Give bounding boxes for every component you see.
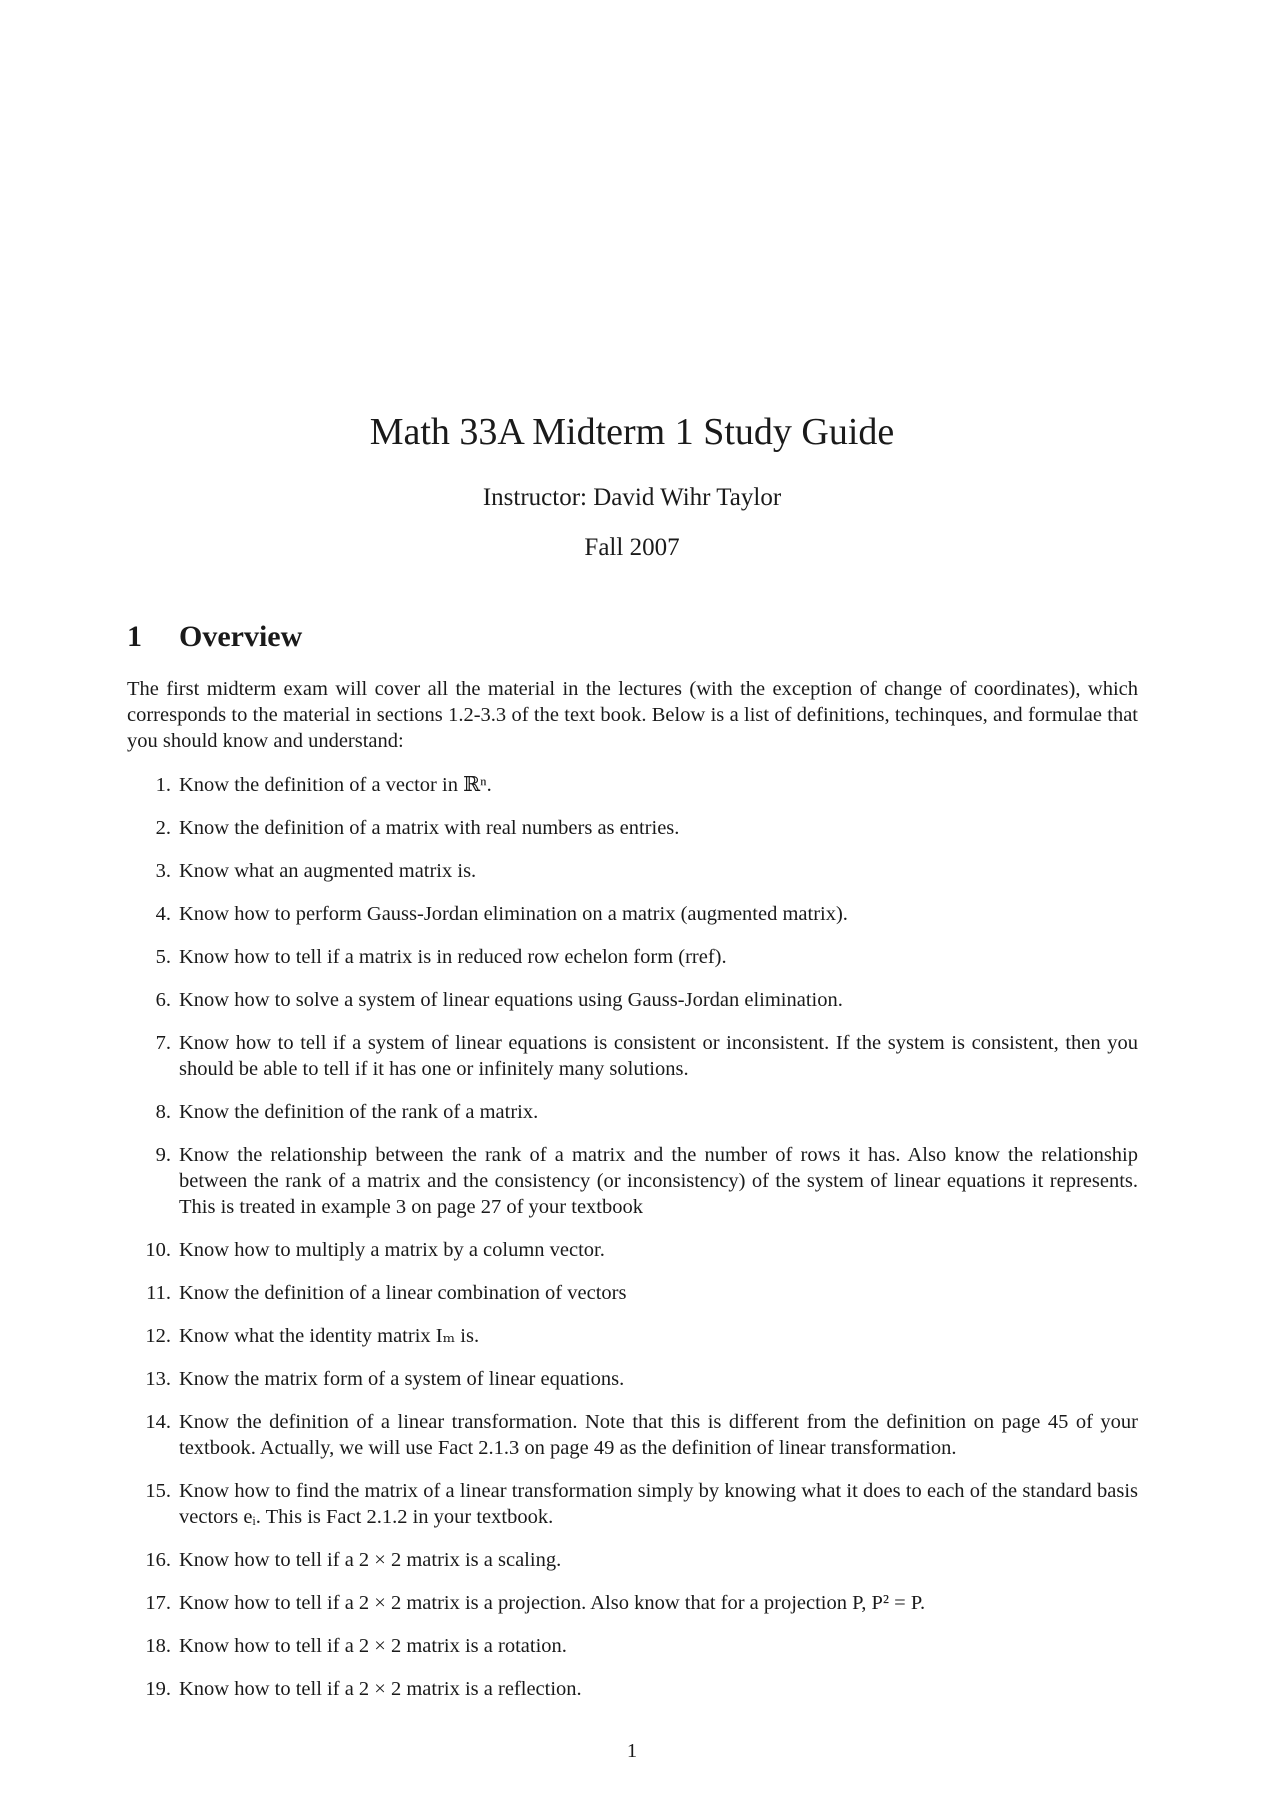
list-item — [127, 1590, 1138, 1616]
list-item — [127, 858, 1138, 884]
list-item-text: Know the definition of a linear transformation. Note that this is different from the definition on page 45 of your textbook. Actually, we will use Fact 2.1.3 on page 49 as the definition of linear transformation. — [179, 1411, 1138, 1459]
list-item — [127, 1323, 1138, 1349]
list-item-number: 12. — [145, 1325, 171, 1347]
list-item — [127, 944, 1138, 970]
list-item-number: 16. — [145, 1549, 171, 1571]
list-item-number: 19. — [145, 1678, 171, 1700]
list-item-number: 6. — [155, 989, 171, 1011]
list-item-number: 18. — [145, 1635, 171, 1657]
list-item-text: Know the definition of the rank of a matrix. — [179, 1101, 539, 1123]
list-item-text: Know the definition of a vector in ℝⁿ. — [179, 774, 492, 796]
list-item-text: Know how to tell if a 2 × 2 matrix is a rotation. — [179, 1635, 567, 1657]
list-item — [127, 772, 1138, 798]
list-item-number: 5. — [155, 946, 171, 968]
list-item-number: 10. — [145, 1239, 171, 1261]
list-item-text: Know what an augmented matrix is. — [179, 860, 477, 882]
list-item — [127, 1409, 1138, 1461]
document-title: Math 33A Midterm 1 Study Guide — [369, 411, 895, 453]
list-item — [127, 1547, 1138, 1573]
section-heading — [127, 620, 302, 654]
list-item-text: Know the definition of a matrix with real numbers as entries. — [179, 817, 680, 839]
list-item-number: 14. — [145, 1411, 171, 1433]
section-title: Overview — [179, 620, 303, 653]
list-item-text: Know how to tell if a 2 × 2 matrix is a scaling. — [179, 1549, 562, 1571]
list-item-text: Know how to tell if a 2 × 2 matrix is a projection. Also know that for a projection P, P² = P. — [179, 1592, 926, 1614]
list-item-text: Know how to find the matrix of a linear transformation simply by knowing what it does to each of the standard basis vectors eᵢ. This is Fact 2.1.2 in your textbook. — [179, 1480, 1138, 1528]
list-item-text: Know how to tell if a matrix is in reduced row echelon form (rref). — [179, 946, 727, 968]
list-item — [127, 1099, 1138, 1125]
list-item-number: 9. — [155, 1144, 171, 1166]
list-item — [127, 815, 1138, 841]
list-item-text: Know the relationship between the rank of a matrix and the number of rows it has. Also know the relationship between the rank of a matrix and the consistency (or inconsistency) of the system of linear equations it represents. This is treated in example 3 on page 27 of your textbook — [179, 1144, 1138, 1218]
list-item-number: 2. — [155, 817, 171, 839]
list-item — [127, 1676, 1138, 1702]
list-item — [127, 1030, 1138, 1082]
study-items-list — [127, 772, 1138, 1719]
list-item-number: 17. — [145, 1592, 171, 1614]
list-item — [127, 1237, 1138, 1263]
list-item-number: 1. — [155, 774, 171, 796]
section-intro: The first midterm exam will cover all the material in the lectures (with the exception of change of coordinates), which corresponds to the material in sections 1.2-3.3 of the text book. Below is a list of definitions, techinques, and formulae that you should know and understand: — [127, 678, 1138, 752]
document-author: Instructor: David Wihr Taylor — [482, 484, 782, 511]
list-item — [127, 1280, 1138, 1306]
list-item-number: 11. — [146, 1282, 171, 1304]
section-number: 1 — [127, 620, 142, 653]
document-date: Fall 2007 — [584, 534, 680, 561]
list-item-text: Know how to tell if a system of linear equations is consistent or inconsistent. If the system is consistent, then you should be able to tell if it has one or infinitely many solutions. — [179, 1032, 1138, 1080]
list-item-number: 4. — [155, 903, 171, 925]
list-item — [127, 901, 1138, 927]
list-item — [127, 987, 1138, 1013]
list-item-text: Know what the identity matrix Iₘ is. — [179, 1325, 480, 1347]
list-item — [127, 1366, 1138, 1392]
list-item — [127, 1633, 1138, 1659]
list-item-text: Know how to tell if a 2 × 2 matrix is a reflection. — [179, 1678, 582, 1700]
list-item-number: 8. — [155, 1101, 171, 1123]
list-item-text: Know how to perform Gauss-Jordan elimination on a matrix (augmented matrix). — [179, 903, 848, 925]
list-item-number: 15. — [145, 1480, 171, 1502]
list-item-text: Know the matrix form of a system of linear equations. — [179, 1368, 625, 1390]
page-number: 1 — [626, 1740, 638, 1762]
list-item-number: 13. — [145, 1368, 171, 1390]
list-item — [127, 1478, 1138, 1530]
list-item-text: Know how to multiply a matrix by a column vector. — [179, 1239, 605, 1261]
list-item-number: 3. — [155, 860, 171, 882]
list-item-number: 7. — [155, 1032, 171, 1054]
list-item-text: Know how to solve a system of linear equations using Gauss-Jordan elimination. — [179, 989, 843, 1011]
list-item-text: Know the definition of a linear combination of vectors — [179, 1282, 627, 1304]
list-item — [127, 1142, 1138, 1220]
